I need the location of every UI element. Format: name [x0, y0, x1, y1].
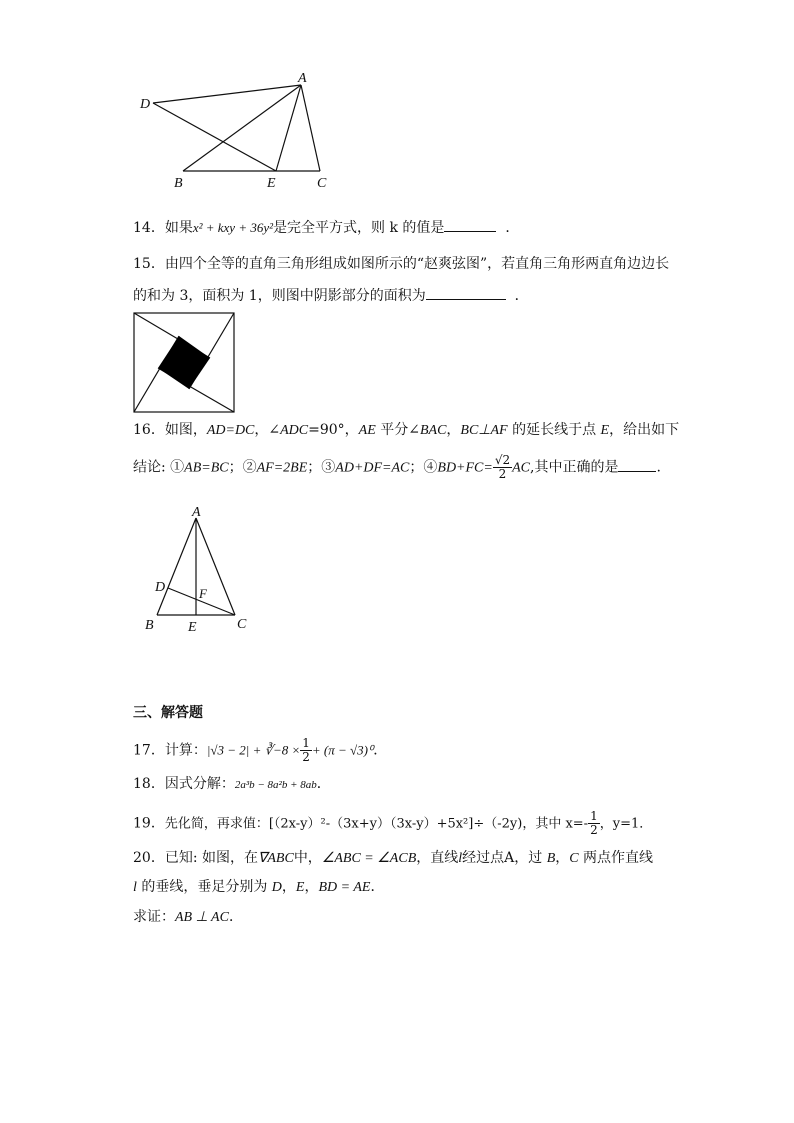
q16-conclusion-3: AD+DF=AC [335, 460, 410, 476]
q18-number: 18． [133, 776, 165, 792]
q19-text-b: ，y=1． [599, 816, 653, 832]
q20-text: ． [228, 909, 243, 925]
q20-text: 已知: 如图，在 [164, 850, 258, 866]
q19-fraction [588, 810, 600, 837]
q15-number: 15． [133, 256, 165, 272]
q20-text: ． [370, 879, 385, 895]
question-16-line-2 [133, 454, 661, 481]
label-e: E [267, 176, 276, 191]
question-15-line-2 [133, 285, 529, 306]
question-16-line-1 [133, 420, 679, 441]
q16-text: AE [358, 423, 376, 438]
label-c: C [237, 617, 247, 632]
q16-text: ,其中正确的是 [530, 459, 619, 476]
q20-math: l [133, 880, 137, 895]
fraction-denominator: 2 [498, 467, 507, 481]
label-d: D [155, 580, 166, 595]
label-a: A [298, 71, 307, 86]
q20-math: ∇ABC [258, 851, 294, 866]
q20-text: 两点作直线 [578, 850, 654, 866]
q16-text: E [600, 423, 610, 438]
label-b: B [174, 176, 183, 191]
q16-text: 结论: ① [133, 459, 185, 476]
question-20-line-1 [133, 848, 653, 869]
label-f: F [199, 586, 207, 601]
q20-math: AB ⊥ AC [175, 910, 229, 925]
fraction-numerator: 1 [302, 736, 310, 750]
q19-number: 19． [133, 815, 165, 832]
q16-text: BAC [419, 423, 447, 438]
q17-fraction [300, 737, 312, 764]
fraction-numerator: √2 [494, 453, 511, 467]
label-a: A [192, 505, 201, 520]
q20-math: C [569, 851, 579, 866]
question-19 [133, 810, 652, 837]
q17-end: ． [373, 742, 388, 759]
q20-text: 的垂线，垂足分别为 [136, 879, 272, 895]
figure-zhao-shuang-diagram [133, 312, 237, 414]
question-17 [133, 737, 387, 764]
q16-text: =90°， [308, 422, 359, 438]
shaded-square [158, 336, 210, 389]
q16-text: 平分∠ [375, 422, 420, 438]
q16-text: 的延长线于点 [507, 422, 601, 438]
q16-text: ；③ [307, 459, 336, 476]
q17-text: 计算： [164, 742, 207, 759]
q16-text: ，给出如下 [609, 422, 680, 438]
q16-text: AC [512, 460, 531, 476]
figure-triangle-adfbec [140, 504, 252, 636]
q17-number: 17． [133, 742, 165, 759]
q16-conclusion-1: AB=BC [184, 460, 229, 476]
q17-expression-part-1: |√3 − 2| + ∛−8 × [206, 742, 301, 758]
q16-answer-blank[interactable] [618, 457, 656, 472]
label-d: D [140, 97, 151, 112]
q14-text-a: 如果 [164, 220, 193, 236]
q16-text: ；④ [409, 459, 438, 476]
q16-conclusion-4: BD+FC= [437, 460, 493, 476]
q16-text: ，∠ [254, 422, 281, 438]
q20-math: D [271, 880, 282, 895]
q16-text: ；② [228, 459, 257, 476]
q20-text: ， [281, 879, 296, 895]
q16-text: BC⊥AF [460, 423, 508, 438]
q15-line1: 由四个全等的直角三角形组成如图所示的“赵爽弦图”，若直角三角形两直角边边长 [164, 256, 670, 272]
q14-text-b: 是完全平方式，则 k 的值是 [273, 220, 445, 236]
fraction-numerator: 1 [590, 809, 598, 823]
q20-text: ， [555, 850, 570, 866]
q14-end: ． [505, 220, 520, 236]
q18-end: ． [316, 776, 331, 792]
q20-text: ，直线 [416, 850, 459, 866]
q16-number: 16． [133, 422, 165, 438]
label-e: E [188, 620, 197, 635]
question-20-line-2 [133, 877, 384, 898]
q14-number: 14． [133, 220, 165, 236]
q15-end: ． [514, 288, 529, 304]
question-15-line-1 [133, 254, 669, 274]
fraction-denominator: 2 [302, 750, 310, 764]
q20-text: 求证： [133, 909, 175, 925]
q16-text: ADC [280, 423, 309, 438]
question-20-line-3 [133, 907, 243, 928]
figure-triangle-dabec [130, 66, 340, 192]
q20-math: B [546, 851, 556, 866]
question-18 [133, 774, 331, 795]
q20-math: ∠ABC = ∠ACB [321, 851, 417, 866]
q14-expression: x² + kxy + 36y² [192, 220, 274, 235]
q15-answer-blank[interactable] [426, 285, 506, 300]
q16-text: 如图， [164, 422, 207, 438]
q20-text: 经过点A，过 [462, 850, 547, 866]
q19-text-a: 先化简，再求值：[（2x-y）²-（3x+y）（3x-y）+5x²]÷（-2y)，其中 x=- [164, 816, 589, 832]
q17-expression-part-2: + (π − √3)⁰ [311, 742, 374, 758]
q20-math: l [458, 851, 463, 866]
q14-answer-blank[interactable] [444, 217, 496, 232]
q18-expression: 2a³b − 8a²b + 8ab [234, 779, 317, 791]
question-14 [133, 217, 519, 238]
q20-number: 20． [133, 850, 165, 866]
section-heading: 三、解答题 [133, 705, 203, 721]
q18-text: 因式分解： [164, 776, 235, 792]
q15-line2: 的和为 3，面积为 1，则图中阴影部分的面积为 [133, 288, 426, 304]
q20-text: 中， [293, 850, 322, 866]
q16-fraction [493, 454, 512, 481]
label-b: B [145, 618, 154, 633]
fraction-denominator: 2 [590, 823, 598, 837]
q16-end: . [656, 459, 661, 476]
q16-text: AD=DC [206, 423, 255, 438]
q16-text: ， [446, 422, 461, 438]
q20-math: E [295, 880, 305, 895]
q20-math: BD = AE [318, 880, 371, 895]
q16-conclusion-2: AF=2BE [256, 460, 308, 476]
label-c: C [317, 176, 327, 191]
q20-text: ， [304, 879, 319, 895]
